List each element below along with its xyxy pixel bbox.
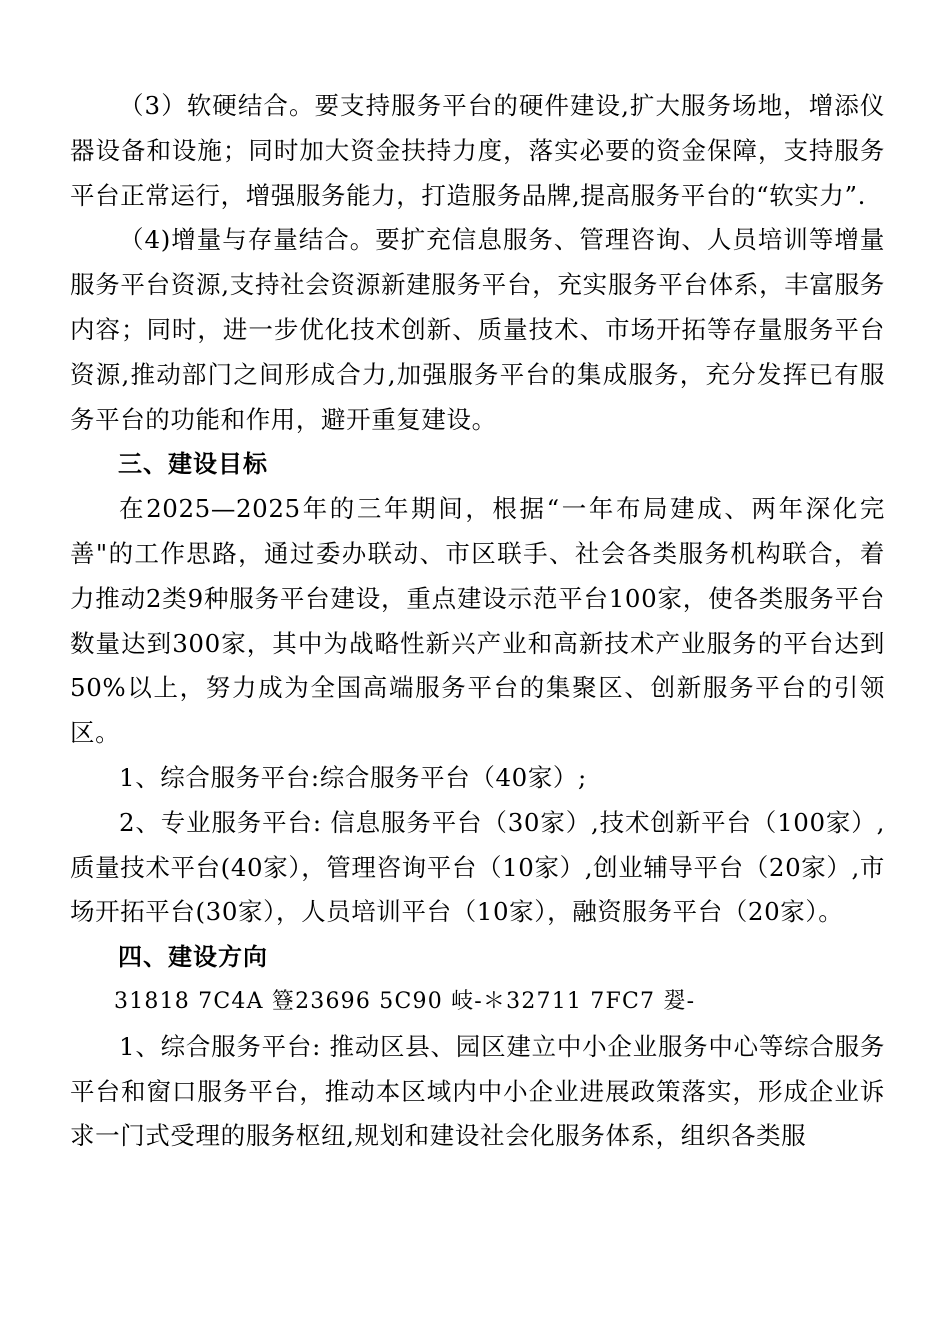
section-heading-construction-direction: 四、建设方向	[118, 943, 268, 972]
garbled-text-line: 31818 7C4A 簦23696 5C90 岐-＊32711 7FC7 翇-	[114, 988, 696, 1014]
paragraph-increment-stock-integration: （4)增量与存量结合。要扩充信息服务、管理咨询、人员培训等增量服务平台资源,支持社会资源新建服务平台，充实服务平台体系，丰富服务内容；同时，进一步优化技术创新、质量技术、市场开拓等存量服务平台资源,推动部门之间形成合力,加强服务平台的集成服务，充分发挥已有服务平台的功能和作用，避开重复建设。	[70, 225, 885, 434]
paragraph-comprehensive-platform-direction: 1、综合服务平台: 推动区县、园区建立中小企业服务中心等综合服务平台和窗口服务平台，推动本区域内中小企业进展政策落实，形成企业诉求一门式受理的服务枢纽,规划和建设社会化服务体系，组织各类服	[70, 1031, 885, 1151]
document-body	[70, 84, 885, 1159]
paragraph-comprehensive-platform-count: 1、综合服务平台:综合服务平台（40家）;	[119, 762, 587, 792]
paragraph-construction-goals: 在2025—2025年的三年期间，根据“一年布局建成、两年深化完善"的工作思路，通过委办联动、市区联手、社会各类服务机构联合，着力推动2类9种服务平台建设，重点建设示范平台100家，使各类服务平台数量达到300家，其中为战略性新兴产业和高新技术产业服务的平台达到50%以上，努力成为全国高端服务平台的集聚区、创新服务平台的引领区。	[70, 494, 885, 748]
paragraph-professional-platform-count: 2、专业服务平台: 信息服务平台（30家）,技术创新平台（100家）,质量技术平台(40家），管理咨询平台（10家）,创业辅导平台（20家）,市场开拓平台(30家），人员培训平台（10家），融资服务平台（20家）。	[70, 807, 885, 927]
section-heading-construction-goals: 三、建设目标	[118, 450, 268, 479]
paragraph-soft-hard-integration: （3）软硬结合。要支持服务平台的硬件建设,扩大服务场地，增添仪器设备和设施；同时加大资金扶持力度，落实必要的资金保障，支持服务平台正常运行，增强服务能力，打造服务品牌,提高服务平台的“软实力”.	[70, 91, 885, 210]
